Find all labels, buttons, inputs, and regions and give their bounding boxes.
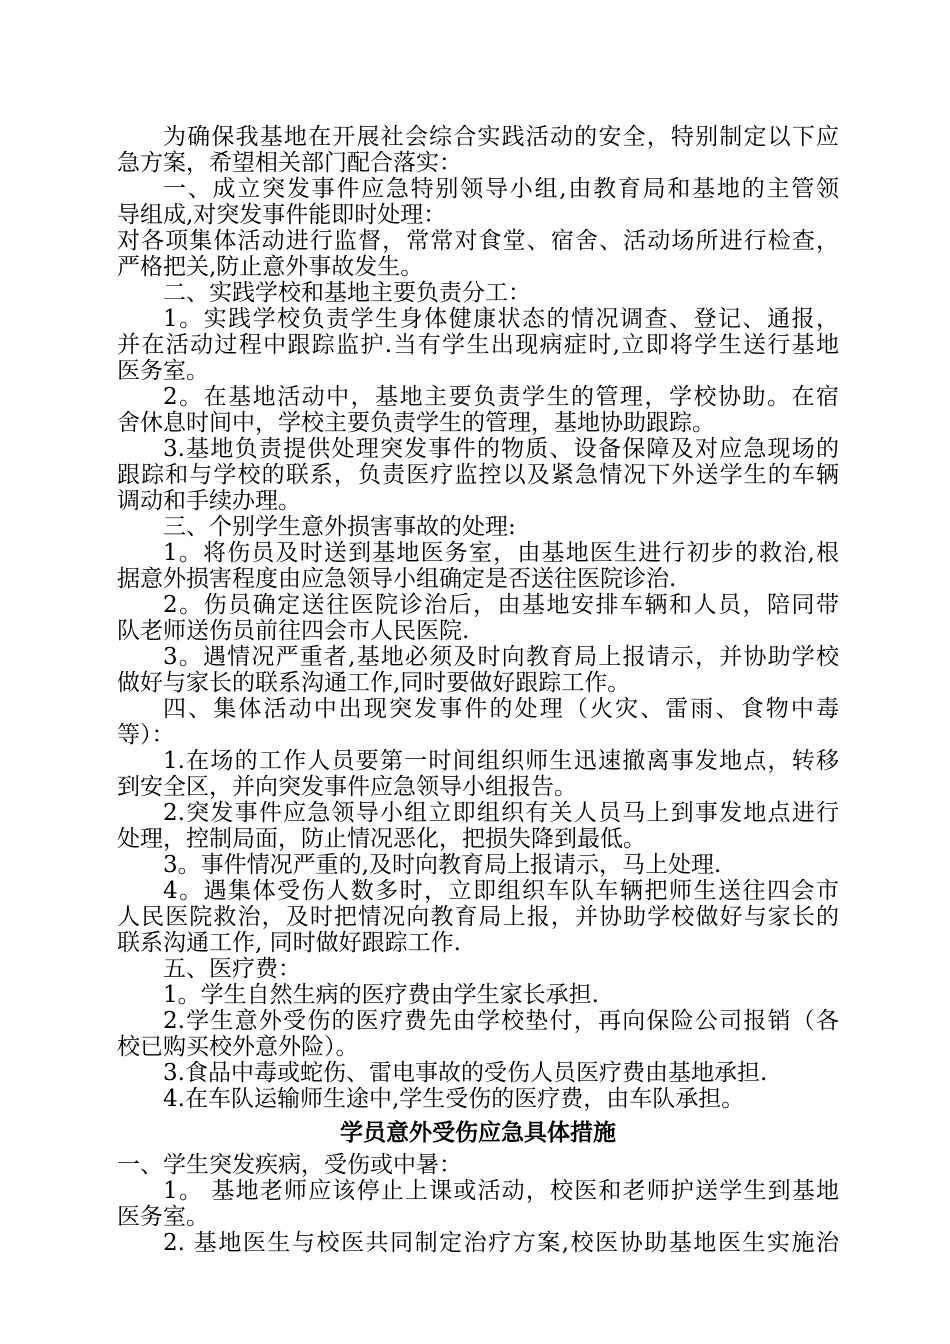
- text-line: 做好与家长的联系沟通工作,同时要做好跟踪工作。: [117, 670, 631, 696]
- text-line: 1。 基地老师应该停止上课或活动，校医和老师护送学生到基地: [163, 1178, 839, 1204]
- text-line: 4.在车队运输师生途中,学生受伤的医疗费，由车队承担。: [163, 1086, 745, 1112]
- text-line: 3。遇情况严重者,基地必须及时向教育局上报请示，并协助学校: [163, 644, 839, 670]
- text-line: 二、实践学校和基地主要负责分工：: [163, 280, 531, 306]
- section-heading: 学员意外受伤应急具体措施: [340, 1120, 616, 1146]
- text-line: 2。在基地活动中，基地主要负责学生的管理，学校协助。在宿: [163, 384, 839, 410]
- text-line: 据意外损害程度由应急领导小组确定是否送往医院诊治.: [117, 566, 677, 592]
- text-line: 跟踪和与学校的联系，负责医疗监控以及紧急情况下外送学生的车辆: [117, 462, 839, 488]
- text-line: 1.在场的工作人员要第一时间组织师生迅速撤离事发地点，转移: [163, 748, 839, 774]
- text-line: 3.食品中毒或蛇伤、雷电事故的受伤人员医疗费由基地承担.: [163, 1060, 768, 1086]
- text-line: 五、医疗费：: [163, 956, 301, 982]
- text-line: 急方案，希望相关部门配合落实：: [117, 150, 462, 176]
- text-line: 为确保我基地在开展社会综合实践活动的安全，特别制定以下应: [163, 124, 839, 150]
- text-line: 联系沟通工作, 同时做好跟踪工作.: [117, 930, 461, 956]
- text-line: 2.突发事件应急领导小组立即组织有关人员马上到事发地点进行: [163, 800, 839, 826]
- text-line: 人民医院救治，及时把情况向教育局上报，并协助学校做好与家长的: [117, 904, 839, 930]
- body-text-bottom: [117, 1152, 839, 1256]
- text-line: 2.学生意外受伤的医疗费先由学校垫付，再向保险公司报销（各: [163, 1008, 839, 1034]
- text-line: 一、学生突发疾病，受伤或中暑：: [117, 1152, 462, 1178]
- text-line: 严格把关,防止意外事故发生。: [117, 254, 424, 280]
- text-line: 等）：: [117, 722, 175, 748]
- text-line: 医务室。: [117, 1204, 209, 1230]
- text-line: 调动和手续办理。: [117, 488, 301, 514]
- text-line: 4。遇集体受伤人数多时，立即组织车队车辆把师生送往四会市: [163, 878, 839, 904]
- text-line: 四、集体活动中出现突发事件的处理（火灾、雷雨、食物中毒: [163, 696, 839, 722]
- text-line: 2。伤员确定送往医院诊治后，由基地安排车辆和人员，陪同带: [163, 592, 839, 618]
- document-page: [117, 124, 839, 1256]
- text-line: 校已购买校外意外险）。: [117, 1034, 359, 1060]
- text-line: 2. 基地医生与校医共同制定治疗方案,校医协助基地医生实施治: [163, 1230, 839, 1256]
- text-line: 一、成立突发事件应急特别领导小组,由教育局和基地的主管领: [163, 176, 839, 202]
- text-line: 3。事件情况严重的,及时向教育局上报请示，马上处理.: [163, 852, 722, 878]
- text-line: 导组成,对突发事件能即时处理：: [117, 202, 447, 228]
- text-line: 到安全区，并向突发事件应急领导小组报告。: [117, 774, 577, 800]
- text-line: 队老师送伤员前往四会市人民医院.: [117, 618, 470, 644]
- text-line: 3.基地负责提供处理突发事件的物质、设备保障及对应急现场的: [163, 436, 839, 462]
- text-line: 1。实践学校负责学生身体健康状态的情况调查、登记、通报，: [163, 306, 839, 332]
- text-line: 1。将伤员及时送到基地医务室，由基地医生进行初步的救治,根: [163, 540, 839, 566]
- text-line: 并在活动过程中跟踪监护.当有学生出现病症时,立即将学生送行基地: [117, 332, 839, 358]
- text-line: 1。学生自然生病的医疗费由学生家长承担.: [163, 982, 599, 1008]
- body-text-top: [117, 124, 839, 1112]
- text-line: 三、个别学生意外损害事故的处理:: [163, 514, 516, 540]
- text-line: 对各项集体活动进行监督，常常对食堂、宿舍、活动场所进行检查，: [117, 228, 839, 254]
- text-line: 处理，控制局面，防止情况恶化，把损失降到最低。: [117, 826, 646, 852]
- text-line: 舍休息时间中，学校主要负责学生的管理，基地协助跟踪。: [117, 410, 715, 436]
- text-line: 医务室。: [117, 358, 209, 384]
